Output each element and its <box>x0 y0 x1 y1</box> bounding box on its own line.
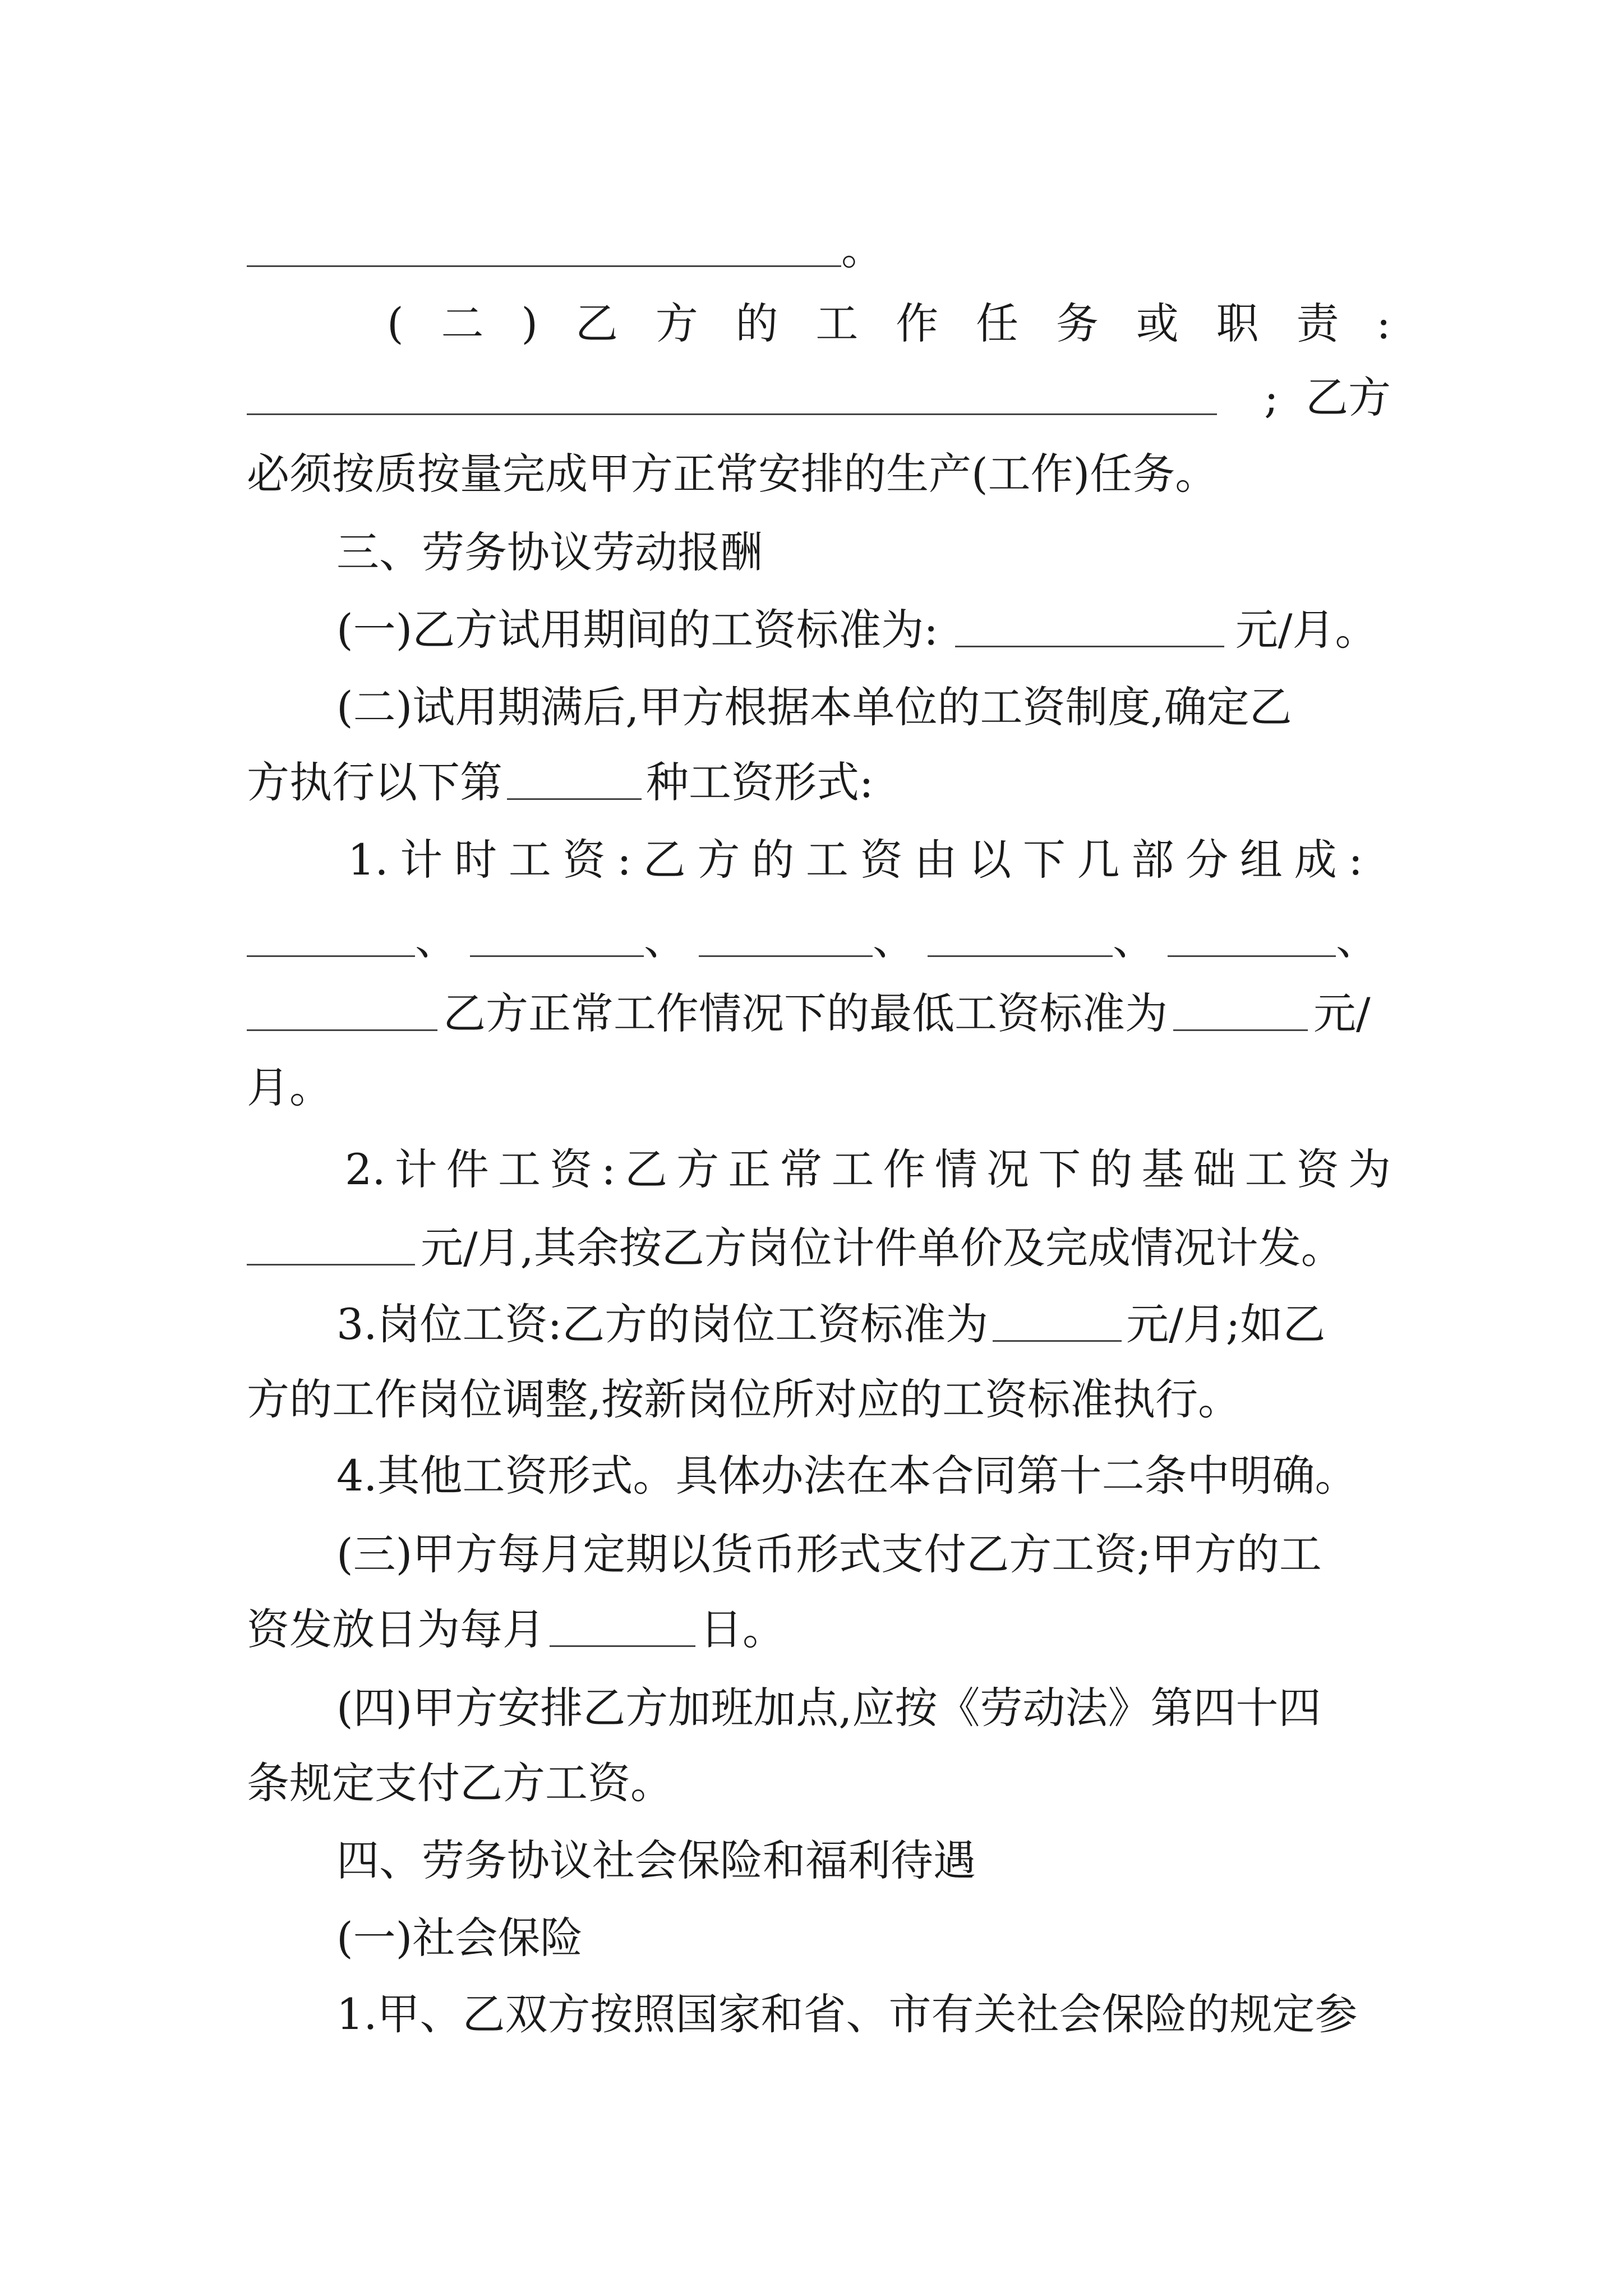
pay-item-3-line-1 <box>336 1524 1481 1585</box>
spread-char: 成 <box>1294 835 1337 885</box>
fill-blank <box>993 1308 1122 1342</box>
spread-char: 资 <box>550 1144 593 1194</box>
item-3-line-1 <box>336 1294 1481 1355</box>
pay-item-4-line-1 <box>336 1677 1481 1739</box>
spread-char: 1. <box>348 835 389 885</box>
item-1-line-3 <box>247 983 1391 1045</box>
paragraph-text: (一)乙方试用期间的工资标准为: <box>336 605 938 655</box>
spread-char: 二 <box>441 298 484 348</box>
item-1-blanks <box>247 909 1391 970</box>
fill-blank <box>955 613 1224 647</box>
item-2-heading <box>345 1139 1391 1200</box>
item-1-heading <box>348 829 1363 891</box>
paragraph-text: (二)试用期满后,甲方根据本单位的工资制度,确定乙 <box>336 682 1292 732</box>
item-2-line-2 <box>247 1217 1391 1279</box>
spread-char: ) <box>521 298 538 348</box>
spread-char: 责 <box>1296 298 1339 348</box>
spread-char: : <box>617 835 631 885</box>
spread-char: 乙 <box>643 835 686 885</box>
paragraph-text: (四)甲方安排乙方加班加点,应按《劳动法》第四十四 <box>336 1683 1321 1733</box>
insurance-item-1 <box>336 1984 1481 2045</box>
spread-char: 常 <box>780 1144 823 1194</box>
separator: 、 <box>644 914 686 964</box>
spread-char: 下 <box>1038 1144 1081 1194</box>
item-4 <box>336 1445 1481 1507</box>
spread-char: 职 <box>1216 298 1259 348</box>
spread-char: 作 <box>896 298 939 348</box>
spread-char: 乙 <box>575 298 618 348</box>
spread-char: 工 <box>1244 1144 1288 1194</box>
blank-group <box>1168 909 1378 970</box>
spread-char: 时 <box>454 835 497 885</box>
spread-char: 以 <box>969 835 1012 885</box>
paragraph-text: 1.甲、乙双方按照国家和省、市有关社会保险的规定参 <box>336 1989 1358 2039</box>
heading-4 <box>336 1830 1481 1892</box>
paragraph-text: (一)社会保险 <box>336 1913 583 1963</box>
paragraph-text: (三)甲方每月定期以货币形式支付乙方工资;甲方的工 <box>336 1529 1322 1579</box>
blank-group <box>470 909 686 970</box>
text-semicolon-yifang: ; 乙方 <box>1264 372 1391 422</box>
spread-char: 分 <box>1186 835 1229 885</box>
paragraph-text: 元/月;如乙 <box>1126 1299 1326 1349</box>
spread-char: 件 <box>446 1144 489 1194</box>
pay-item-3-line-2 <box>247 1599 1391 1660</box>
spread-char: 资 <box>562 835 606 885</box>
item-3-line-2 <box>247 1369 1391 1430</box>
spread-char: ( <box>387 298 404 348</box>
doc-line-4 <box>247 443 1391 505</box>
fill-blank <box>247 1231 415 1266</box>
item-1-line-4 <box>247 1057 1391 1119</box>
spread-char: 2. <box>345 1144 386 1194</box>
fill-blank <box>1173 997 1308 1031</box>
paragraph-text: 日。 <box>700 1604 785 1654</box>
insurance-heading <box>336 1907 1481 1969</box>
pay-item-2-line-1 <box>336 677 1481 738</box>
text-period: 。 <box>841 224 884 274</box>
pay-item-4-line-2 <box>247 1752 1391 1814</box>
paragraph-text: 元/月,其余按乙方岗位计件单价及完成情况计发。 <box>421 1223 1344 1273</box>
paragraph-text: 方的工作岗位调整,按新岗位所对应的工资标准执行。 <box>247 1374 1241 1424</box>
spread-char: 任 <box>976 298 1019 348</box>
section-2-heading <box>387 293 1391 355</box>
fill-blank <box>470 923 644 957</box>
spread-char: 况 <box>986 1144 1029 1194</box>
fill-blank <box>507 766 642 800</box>
blank-group <box>247 909 458 970</box>
heading-text: 四、劳务协议社会保险和福利待遇 <box>336 1835 976 1885</box>
pay-item-2-line-2 <box>247 752 1391 813</box>
paragraph-text: 4.其他工资形式。具体办法在本合同第十二条中明确。 <box>336 1451 1358 1501</box>
spread-char: 的 <box>1090 1144 1133 1194</box>
doc-line-3 <box>247 367 1391 429</box>
fill-blank <box>247 997 437 1031</box>
blank-group <box>928 909 1155 970</box>
spread-char: 情 <box>934 1144 978 1194</box>
spread-char: 务 <box>1055 298 1099 348</box>
fill-blank <box>550 1613 695 1647</box>
paragraph-text: 3.岗位工资:乙方的岗位工资标准为 <box>336 1299 989 1349</box>
separator: 、 <box>873 914 915 964</box>
paragraph-text: 元/月。 <box>1235 605 1378 655</box>
separator: 、 <box>415 914 458 964</box>
paragraph-text: 元/ <box>1313 988 1371 1038</box>
spread-char: 工 <box>508 835 551 885</box>
heading-text: 三、劳务协议劳动报酬 <box>336 527 763 577</box>
spread-char: 资 <box>1296 1144 1339 1194</box>
pay-item-1 <box>336 599 1481 661</box>
spread-char: 为 <box>1348 1144 1391 1194</box>
spread-char: 正 <box>728 1144 771 1194</box>
spread-char: 基 <box>1141 1144 1184 1194</box>
spread-char: : <box>601 1144 616 1194</box>
paragraph-text: 月。 <box>247 1062 332 1112</box>
spread-char: 几 <box>1077 835 1120 885</box>
paragraph-text: 必须按质按量完成甲方正常安排的生产(工作)任务。 <box>247 449 1218 499</box>
paragraph-text: 条规定支付乙方工资。 <box>247 1758 673 1808</box>
spread-char: 方 <box>655 298 698 348</box>
spread-char: 工 <box>805 835 849 885</box>
spread-char: 下 <box>1022 835 1066 885</box>
spread-char: 工 <box>497 1144 541 1194</box>
doc-line-1 <box>247 219 1391 280</box>
spread-char: 方 <box>697 835 740 885</box>
fill-blank <box>928 923 1113 957</box>
spread-char: 组 <box>1239 835 1283 885</box>
spread-char: 的 <box>751 835 795 885</box>
spread-char: 由 <box>914 835 957 885</box>
spread-char: 工 <box>815 298 859 348</box>
spread-char: 计 <box>394 1144 437 1194</box>
paragraph-text: 资发放日为每月 <box>247 1604 545 1654</box>
blank-group <box>699 909 915 970</box>
spread-char: 计 <box>400 835 443 885</box>
spread-char: 方 <box>676 1144 720 1194</box>
spread-char: 础 <box>1193 1144 1236 1194</box>
fill-blank <box>699 923 873 957</box>
separator: 、 <box>1336 914 1378 964</box>
paragraph-text: 方执行以下第 <box>247 757 502 807</box>
spread-char: 资 <box>860 835 903 885</box>
spread-char: 乙 <box>624 1144 667 1194</box>
paragraph-text: 乙方正常工作情况下的最低工资标准为 <box>443 988 1168 1038</box>
fill-blank <box>1168 923 1336 957</box>
heading-3 <box>336 522 1481 583</box>
spread-char: 部 <box>1131 835 1174 885</box>
fill-blank <box>247 233 841 267</box>
spread-char: 或 <box>1136 298 1179 348</box>
fill-blank <box>247 923 415 957</box>
spread-char: : <box>1348 835 1363 885</box>
spread-char: 的 <box>735 298 778 348</box>
paragraph-text: 种工资形式: <box>646 757 874 807</box>
fill-blank <box>247 381 1217 415</box>
spread-char: 作 <box>883 1144 926 1194</box>
spread-char: : <box>1376 298 1391 348</box>
separator: 、 <box>1113 914 1155 964</box>
spread-char: 工 <box>831 1144 874 1194</box>
